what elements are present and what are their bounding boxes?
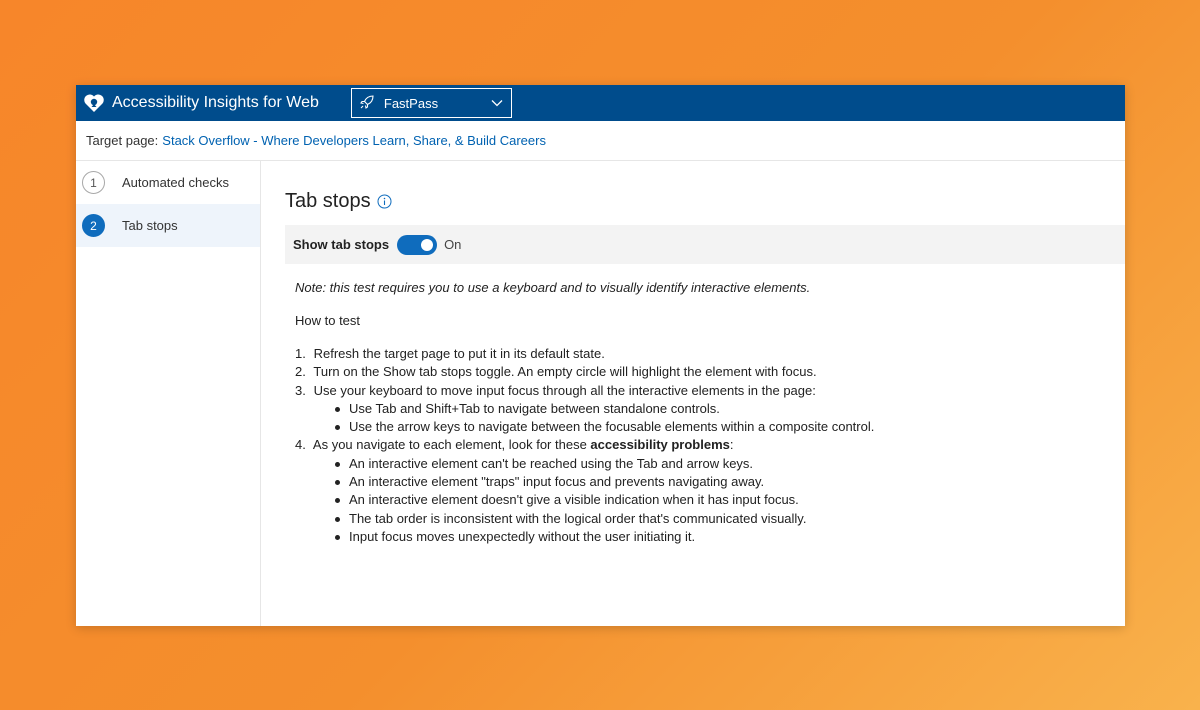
list-item: The tab order is inconsistent with the logical order that's communicated visually. (333, 510, 1125, 528)
step-text: Turn on the Show tab stops toggle. An empty circle will highlight the element with focus. (313, 364, 817, 380)
toggle-state-text: On (444, 237, 462, 252)
target-page-link[interactable]: Stack Overflow - Where Developers Learn, Share, & Build Careers (162, 133, 546, 148)
sidebar-item-label: Automated checks (122, 175, 229, 190)
page-title (285, 187, 1125, 215)
step-number: 1 (82, 171, 105, 194)
toggle-knob (421, 239, 433, 251)
target-page-bar (76, 121, 1125, 161)
sub-list (295, 400, 1125, 437)
sidebar-item-automated-checks[interactable] (76, 161, 260, 204)
list-item (295, 363, 1125, 381)
main-content (261, 161, 1125, 626)
how-to-test-heading: How to test (295, 313, 361, 328)
step-text: Use your keyboard to move input focus through all the interactive elements in the page: (313, 382, 816, 398)
list-item (295, 345, 1125, 363)
mode-selector-dropdown[interactable] (351, 88, 512, 118)
instructions (285, 280, 1125, 546)
show-tab-stops-toggle[interactable] (397, 235, 437, 255)
list-item: An interactive element doesn't give a visible indication when it has input focus. (333, 491, 1125, 509)
app-title: Accessibility Insights for Web (112, 94, 319, 111)
sidebar-item-tab-stops[interactable] (76, 204, 260, 247)
list-item: Use Tab and Shift+Tab to navigate between standalone controls. (333, 400, 1125, 418)
step-number: 2 (82, 214, 105, 237)
step-index: 3. (295, 382, 306, 398)
note-text: Note: this test requires you to use a keyboard and to visually identify interactive elements. (295, 280, 811, 295)
info-icon[interactable] (377, 194, 392, 209)
page-title-text: Tab stops (285, 189, 371, 212)
step-text: Refresh the target page to put it in its default state. (313, 346, 605, 361)
show-tab-stops-row (285, 225, 1125, 264)
step-text-bold: accessibility problems (590, 437, 730, 453)
list-item: Input focus moves unexpectedly without the user initiating it. (333, 528, 1125, 546)
step-index: 1. (295, 346, 306, 361)
steps-list (295, 345, 1125, 546)
chevron-down-icon (491, 99, 503, 107)
list-item (295, 382, 1125, 437)
target-page-label: Target page: (86, 133, 159, 148)
list-item (295, 436, 1125, 546)
list-item: An interactive element can't be reached using the Tab and arrow keys. (333, 455, 1125, 473)
list-item: An interactive element "traps" input focus and prevents navigating away. (333, 473, 1125, 491)
step-index: 4. (295, 437, 306, 453)
list-item: Use the arrow keys to navigate between the focusable elements within a composite control. (333, 418, 1125, 436)
heart-logo-icon (82, 91, 106, 115)
sub-list (295, 455, 1125, 546)
sidebar-item-label: Tab stops (122, 218, 178, 233)
step-text: As you navigate to each element, look for these (312, 437, 591, 453)
title-bar (76, 85, 1125, 121)
mode-selector-value: FastPass (383, 95, 439, 111)
rocket-icon (360, 95, 376, 111)
sidebar (76, 161, 261, 626)
app-window (76, 85, 1125, 626)
step-text-suffix: : (729, 437, 734, 453)
show-tab-stops-label: Show tab stops (293, 237, 390, 252)
step-index: 2. (295, 364, 306, 380)
